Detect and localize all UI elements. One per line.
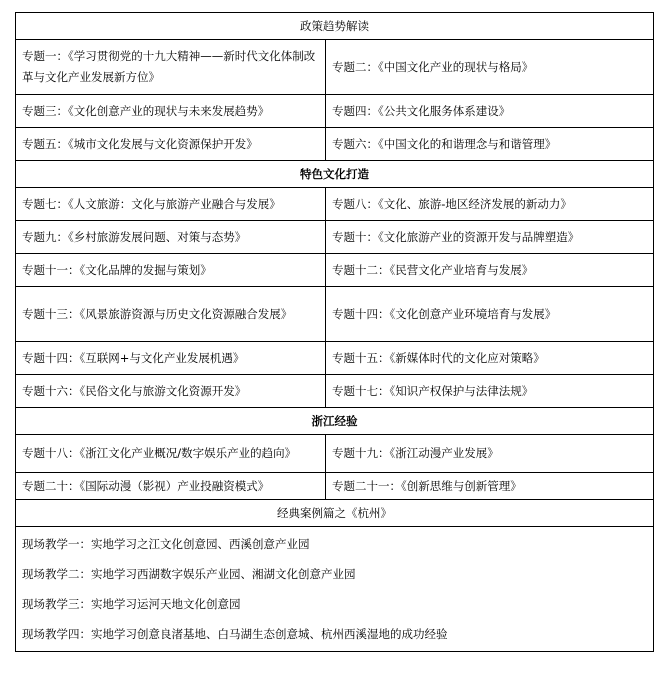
- table-row: [16, 221, 654, 254]
- topic-cell: 专题十五：《新媒体时代的文化应对策略》: [326, 342, 654, 375]
- topic-cell: 专题十四：《互联网+与文化产业发展机遇》: [16, 342, 326, 375]
- table-row: [16, 254, 654, 287]
- table-row: [16, 342, 654, 375]
- table-row: [16, 473, 654, 500]
- topic-cell: 专题一：《学习贯彻党的十九大精神——新时代文化体制改革与文化产业发展新方位》: [16, 40, 326, 95]
- topic-cell: 专题十七：《知识产权保护与法律法规》: [326, 375, 654, 408]
- topic-cell: 专题二十一：《创新思维与创新管理》: [326, 473, 654, 500]
- field-teaching-cell: [16, 527, 654, 652]
- section-header-zhejiang: 浙江经验: [16, 408, 654, 435]
- section-header-policy: 政策趋势解读: [16, 13, 654, 40]
- table-row: [16, 375, 654, 408]
- topic-cell: 专题二十：《国际动漫（影视）产业投融资模式》: [16, 473, 326, 500]
- topic-cell: 专题五：《城市文化发展与文化资源保护开发》: [16, 128, 326, 161]
- table-row: [16, 40, 654, 95]
- table-row: [16, 527, 654, 652]
- section-row: [16, 161, 654, 188]
- topic-cell: 专题八：《文化、旅游-地区经济发展的新动力》: [326, 188, 654, 221]
- table-row: [16, 95, 654, 128]
- section-header-culture: 特色文化打造: [16, 161, 654, 188]
- field-teaching-item: 现场教学四：实地学习创意良渚基地、白马湖生态创意城、杭州西溪湿地的成功经验: [22, 627, 448, 641]
- topic-cell: 专题六：《中国文化的和谐理念与和谐管理》: [326, 128, 654, 161]
- topic-cell: 专题十一：《文化品牌的发掘与策划》: [16, 254, 326, 287]
- section-row: [16, 408, 654, 435]
- field-teaching-item: 现场教学一：实地学习之江文化创意园、西溪创意产业园: [22, 537, 310, 551]
- topic-cell: 专题四：《公共文化服务体系建设》: [326, 95, 654, 128]
- section-row: [16, 500, 654, 527]
- section-header-cases: 经典案例篇之《杭州》: [16, 500, 654, 527]
- topic-cell: 专题十：《文化旅游产业的资源开发与品牌塑造》: [326, 221, 654, 254]
- table-row: [16, 287, 654, 342]
- topic-cell: 专题十三：《风景旅游资源与历史文化资源融合发展》: [16, 287, 326, 342]
- topic-cell: 专题二：《中国文化产业的现状与格局》: [326, 40, 654, 95]
- section-row: [16, 13, 654, 40]
- topic-cell: 专题九：《乡村旅游发展问题、对策与态势》: [16, 221, 326, 254]
- topic-cell: 专题十六：《民俗文化与旅游文化资源开发》: [16, 375, 326, 408]
- topic-cell: 专题十二：《民营文化产业培育与发展》: [326, 254, 654, 287]
- field-teaching-item: 现场教学三：实地学习运河天地文化创意园: [22, 597, 241, 611]
- topic-cell: 专题十四：《文化创意产业环境培育与发展》: [326, 287, 654, 342]
- topic-cell: 专题十九：《浙江动漫产业发展》: [326, 435, 654, 473]
- topic-cell: 专题十八：《浙江文化产业概况/数字娱乐产业的趋向》: [16, 435, 326, 473]
- field-teaching-item: 现场教学二：实地学习西湖数字娱乐产业园、湘湖文化创意产业园: [22, 567, 356, 581]
- topic-cell: 专题七：《人文旅游：文化与旅游产业融合与发展》: [16, 188, 326, 221]
- curriculum-table: [15, 12, 654, 652]
- table-row: [16, 435, 654, 473]
- topic-cell: 专题三：《文化创意产业的现状与未来发展趋势》: [16, 95, 326, 128]
- table-row: [16, 128, 654, 161]
- table-row: [16, 188, 654, 221]
